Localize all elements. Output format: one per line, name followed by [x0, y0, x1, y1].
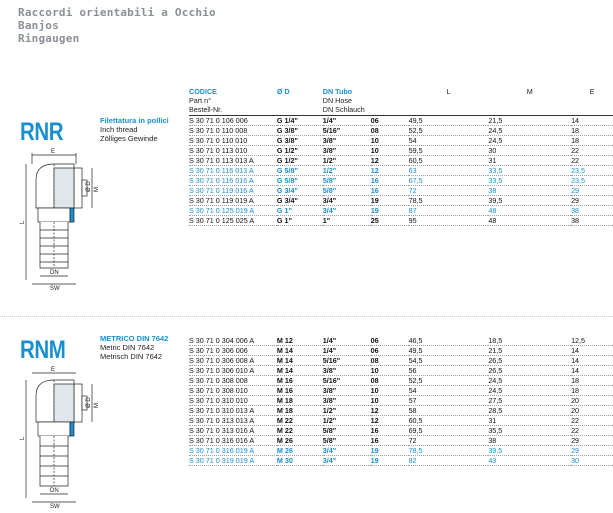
dim-e: 29	[571, 446, 613, 456]
dim-e: 22	[571, 426, 613, 436]
rnm-table-row	[189, 376, 613, 386]
dim-m: 18,5	[488, 336, 571, 346]
dim-m: 31	[488, 156, 571, 166]
dim-e: 29	[571, 196, 613, 206]
part-number: S 30 71 0 313 013 A	[189, 416, 277, 426]
rnr-table-row	[189, 216, 613, 226]
svg-text:L: L	[20, 220, 26, 224]
thread-size: M 14	[277, 356, 323, 366]
part-number: S 30 71 0 116 016 A	[189, 176, 277, 186]
dim-e: 22	[571, 146, 613, 156]
hose-dn-number: 25	[371, 216, 409, 226]
dim-e: 22	[571, 416, 613, 426]
svg-text:M: M	[94, 403, 100, 408]
dim-l: 52,5	[409, 126, 489, 136]
dim-l: 60,5	[409, 416, 489, 426]
part-number: S 30 71 0 125 025 A	[189, 216, 277, 226]
dim-e: 14	[571, 356, 613, 366]
thread-size: G 5/8"	[277, 176, 323, 186]
dim-e: 29	[571, 186, 613, 196]
dim-e: 22	[571, 156, 613, 166]
part-number: S 30 71 0 119 016 A	[189, 186, 277, 196]
dim-e: 14	[571, 116, 613, 126]
dim-l: 72	[409, 436, 489, 446]
thread-size: M 14	[277, 366, 323, 376]
thread-size: G 3/8"	[277, 126, 323, 136]
rnm-thread-desc	[100, 334, 168, 361]
rnm-thread-en: Metric DIN 7642	[100, 343, 155, 352]
thread-size: M 16	[277, 376, 323, 386]
dim-m: 27,5	[488, 396, 571, 406]
thread-size: M 12	[277, 336, 323, 346]
rnm-table-row	[189, 406, 613, 416]
dim-e: 23,5	[571, 166, 613, 176]
dim-l: 54,5	[409, 356, 489, 366]
thread-size: G 1"	[277, 216, 323, 226]
col-dn: DN Tubo	[322, 87, 353, 96]
rnm-table-row	[189, 386, 613, 396]
dim-e: 38	[571, 206, 613, 216]
part-number: S 30 71 0 308 010	[189, 386, 277, 396]
hose-dn-number: 19	[371, 206, 409, 216]
part-number: S 30 71 0 113 013 A	[189, 156, 277, 166]
thread-size: G 1/2"	[277, 156, 323, 166]
part-number: S 30 71 0 319 019 A	[189, 456, 277, 466]
rnm-table-row	[189, 416, 613, 426]
hose-dn-number: 08	[371, 356, 409, 366]
rnm-table-row	[189, 356, 613, 366]
rnr-table-row	[189, 166, 613, 176]
hose-dn-number: 16	[371, 176, 409, 186]
dim-e: 14	[571, 366, 613, 376]
dim-e: 30	[571, 456, 613, 466]
hose-dn-number: 16	[371, 186, 409, 196]
rnr-table-row	[189, 146, 613, 156]
rnr-table-row	[189, 186, 613, 196]
dim-l: 78,5	[409, 446, 489, 456]
dim-l: 87	[409, 206, 489, 216]
rnr-thread-de: Zölliges Gewinde	[100, 134, 158, 143]
hose-dn-number: 12	[371, 166, 409, 176]
part-number: S 30 71 0 116 013 A	[189, 166, 277, 176]
dim-m: 24,5	[488, 136, 571, 146]
rnr-table-row	[189, 196, 613, 206]
dim-l: 46,5	[409, 336, 489, 346]
rnr-code: RNR	[20, 118, 64, 146]
rnr-thread-it: Filettatura in pollici	[100, 116, 169, 125]
dim-m: 31	[488, 416, 571, 426]
dim-m: 24,5	[488, 126, 571, 136]
rnm-banjo-drawing	[20, 367, 102, 510]
hose-dn-number: 19	[371, 446, 409, 456]
thread-size: G 3/4"	[277, 186, 323, 196]
col-e: E	[589, 87, 595, 96]
hose-dn-number: 12	[371, 406, 409, 416]
thread-size: G 3/8"	[277, 136, 323, 146]
svg-text:Ø D: Ø D	[86, 397, 92, 408]
dim-e: 38	[571, 216, 613, 226]
rnr-table-row	[189, 116, 613, 126]
dim-l: 82	[409, 456, 489, 466]
dim-m: 33,5	[488, 176, 571, 186]
dim-l: 95	[409, 216, 489, 226]
part-number: S 30 71 0 304 006 A	[189, 336, 277, 346]
dim-e: 14	[571, 346, 613, 356]
rnm-table-row	[189, 336, 613, 346]
dim-e: 23,5	[571, 176, 613, 186]
rnr-table-row	[189, 206, 613, 216]
hose-dn: 1/4"	[323, 346, 371, 356]
title-italian: Raccordi orientabili a Occhio	[18, 6, 216, 19]
col-codice-en: Part n°	[189, 96, 212, 105]
col-codice-de: Bestell-Nr.	[189, 105, 277, 116]
section-divider	[0, 316, 613, 317]
dim-l: 78,5	[409, 196, 489, 206]
col-dn-de: DN Schlauch	[323, 105, 409, 116]
hose-dn-number: 06	[371, 336, 409, 346]
hose-dn: 1/4"	[323, 336, 371, 346]
dim-m: 28,5	[488, 406, 571, 416]
hose-dn: 1/2"	[323, 166, 371, 176]
page-header	[18, 6, 216, 45]
rnr-banjo-drawing	[20, 149, 102, 292]
rnm-thread-de: Metrisch DIN 7642	[100, 352, 163, 361]
part-number: S 30 71 0 125 019 A	[189, 206, 277, 216]
dim-l: 49,5	[409, 116, 489, 126]
hose-dn-number: 10	[371, 386, 409, 396]
hose-dn: 3/8"	[323, 146, 371, 156]
part-number: S 30 71 0 306 010 A	[189, 366, 277, 376]
part-number: S 30 71 0 110 010	[189, 136, 277, 146]
part-number: S 30 71 0 110 008	[189, 126, 277, 136]
part-number: S 30 71 0 113 010	[189, 146, 277, 156]
hose-dn: 3/8"	[323, 136, 371, 146]
thread-size: M 26	[277, 436, 323, 446]
hose-dn: 5/16"	[323, 376, 371, 386]
thread-size: G 5/8"	[277, 166, 323, 176]
rnm-code: RNM	[20, 336, 66, 364]
hose-dn-number: 10	[371, 136, 409, 146]
hose-dn: 1/4"	[323, 116, 371, 126]
dim-m: 38	[488, 436, 571, 446]
rnm-table-row	[189, 456, 613, 466]
hose-dn: 3/4"	[323, 446, 371, 456]
rnm-table-row	[189, 426, 613, 436]
part-number: S 30 71 0 310 010	[189, 396, 277, 406]
dim-l: 49,5	[409, 346, 489, 356]
hose-dn-number: 08	[371, 376, 409, 386]
part-number: S 30 71 0 306 008 A	[189, 356, 277, 366]
dim-m: 21,5	[488, 346, 571, 356]
dim-m: 24,5	[488, 376, 571, 386]
dim-m: 48	[488, 216, 571, 226]
dim-m: 35,5	[488, 426, 571, 436]
thread-size: G 3/4"	[277, 196, 323, 206]
rnm-table-row	[189, 436, 613, 446]
rnr-table-row	[189, 136, 613, 146]
hose-dn: 3/4"	[323, 196, 371, 206]
part-number: S 30 71 0 316 016 A	[189, 436, 277, 446]
thread-size: M 26	[277, 446, 323, 456]
hose-dn-number: 10	[371, 146, 409, 156]
dim-e: 20	[571, 396, 613, 406]
svg-text:Ø D: Ø D	[86, 181, 92, 192]
part-number: S 30 71 0 306 006	[189, 346, 277, 356]
col-dn-en: DN Hose	[322, 96, 352, 105]
dim-l: 72	[409, 186, 489, 196]
dim-e: 12,5	[571, 336, 613, 346]
dim-l: 54	[409, 386, 489, 396]
dim-m: 30	[488, 146, 571, 156]
dim-e: 20	[571, 406, 613, 416]
hose-dn: 1/2"	[323, 416, 371, 426]
rnr-table-row	[189, 176, 613, 186]
thread-size: M 30	[277, 456, 323, 466]
hose-dn-number: 12	[371, 416, 409, 426]
dim-m: 48	[488, 206, 571, 216]
title-german: Ringaugen	[18, 32, 80, 45]
dim-m: 26,5	[488, 366, 571, 376]
hose-dn: 3/4"	[323, 206, 371, 216]
hose-dn-number: 16	[371, 436, 409, 446]
rnm-spec-table	[189, 336, 613, 466]
thread-size: G 1/2"	[277, 146, 323, 156]
rnm-table-row	[189, 446, 613, 456]
col-m: M	[526, 87, 533, 96]
thread-size: M 22	[277, 416, 323, 426]
hose-dn: 5/16"	[323, 356, 371, 366]
thread-size: M 18	[277, 406, 323, 416]
rnr-dim-e: E	[51, 149, 56, 155]
dim-e: 18	[571, 136, 613, 146]
part-number: S 30 71 0 119 019 A	[189, 196, 277, 206]
rnr-table-row	[189, 126, 613, 136]
dim-m: 43	[488, 456, 571, 466]
rnm-table-row	[189, 366, 613, 376]
svg-text:L: L	[20, 436, 26, 440]
part-number: S 30 71 0 308 008	[189, 376, 277, 386]
title-english: Banjos	[18, 19, 59, 32]
hose-dn: 3/8"	[323, 386, 371, 396]
dim-e: 18	[571, 386, 613, 396]
dim-l: 54	[409, 136, 489, 146]
dim-m: 33,5	[488, 166, 571, 176]
hose-dn: 5/8"	[323, 186, 371, 196]
rnm-table-row	[189, 346, 613, 356]
hose-dn-number: 06	[371, 346, 409, 356]
rnm-table-row	[189, 396, 613, 406]
hose-dn-number: 12	[371, 156, 409, 166]
hose-dn-number: 10	[371, 396, 409, 406]
dim-e: 18	[571, 376, 613, 386]
dim-l: 63	[409, 166, 489, 176]
svg-text:E: E	[51, 367, 56, 373]
hose-dn: 3/8"	[323, 366, 371, 376]
svg-text:SW: SW	[50, 286, 60, 292]
rnr-thread-en: Inch thread	[100, 125, 138, 134]
dim-m: 39,5	[488, 446, 571, 456]
rnr-table-row	[189, 156, 613, 166]
hose-dn: 3/4"	[323, 456, 371, 466]
rnr-spec-table	[189, 87, 613, 226]
hose-dn: 1/2"	[323, 156, 371, 166]
thread-size: M 22	[277, 426, 323, 436]
thread-size: G 1"	[277, 206, 323, 216]
thread-size: M 16	[277, 386, 323, 396]
hose-dn: 5/8"	[323, 436, 371, 446]
dim-l: 60,5	[409, 156, 489, 166]
dim-l: 57	[409, 396, 489, 406]
part-number: S 30 71 0 310 013 A	[189, 406, 277, 416]
part-number: S 30 71 0 316 019 A	[189, 446, 277, 456]
dim-l: 69,5	[409, 426, 489, 436]
hose-dn: 1"	[323, 216, 371, 226]
svg-text:SW: SW	[50, 504, 60, 510]
dim-e: 29	[571, 436, 613, 446]
col-codice: CODICE	[189, 87, 217, 96]
dim-m: 24,5	[488, 386, 571, 396]
hose-dn: 5/8"	[323, 426, 371, 436]
thread-size: G 1/4"	[277, 116, 323, 126]
hose-dn-number: 08	[371, 126, 409, 136]
dim-l: 67,5	[409, 176, 489, 186]
thread-size: M 18	[277, 396, 323, 406]
rnm-thread-it: METRICO DIN 7642	[100, 334, 169, 343]
dim-m: 38	[488, 186, 571, 196]
part-number: S 30 71 0 313 016 A	[189, 426, 277, 436]
dim-l: 59,5	[409, 146, 489, 156]
dim-l: 56	[409, 366, 489, 376]
thread-size: M 14	[277, 346, 323, 356]
hose-dn: 5/8"	[323, 176, 371, 186]
hose-dn-number: 19	[371, 456, 409, 466]
rnr-thread-desc	[100, 116, 169, 143]
hose-dn-number: 06	[371, 116, 409, 126]
hose-dn: 1/2"	[323, 406, 371, 416]
hose-dn: 3/8"	[323, 396, 371, 406]
col-l: L	[446, 87, 451, 96]
dim-l: 52,5	[409, 376, 489, 386]
svg-text:DN: DN	[50, 488, 59, 494]
dim-m: 21,5	[488, 116, 571, 126]
svg-text:DN: DN	[50, 270, 59, 276]
dim-e: 18	[571, 126, 613, 136]
part-number: S 30 71 0 106 006	[189, 116, 277, 126]
hose-dn: 5/16"	[323, 126, 371, 136]
dim-l: 58	[409, 406, 489, 416]
svg-text:M: M	[94, 187, 100, 192]
hose-dn-number: 10	[371, 366, 409, 376]
hose-dn-number: 16	[371, 426, 409, 436]
col-od: Ø D	[276, 87, 290, 96]
dim-m: 39,5	[488, 196, 571, 206]
hose-dn-number: 19	[371, 196, 409, 206]
dim-m: 26,5	[488, 356, 571, 366]
